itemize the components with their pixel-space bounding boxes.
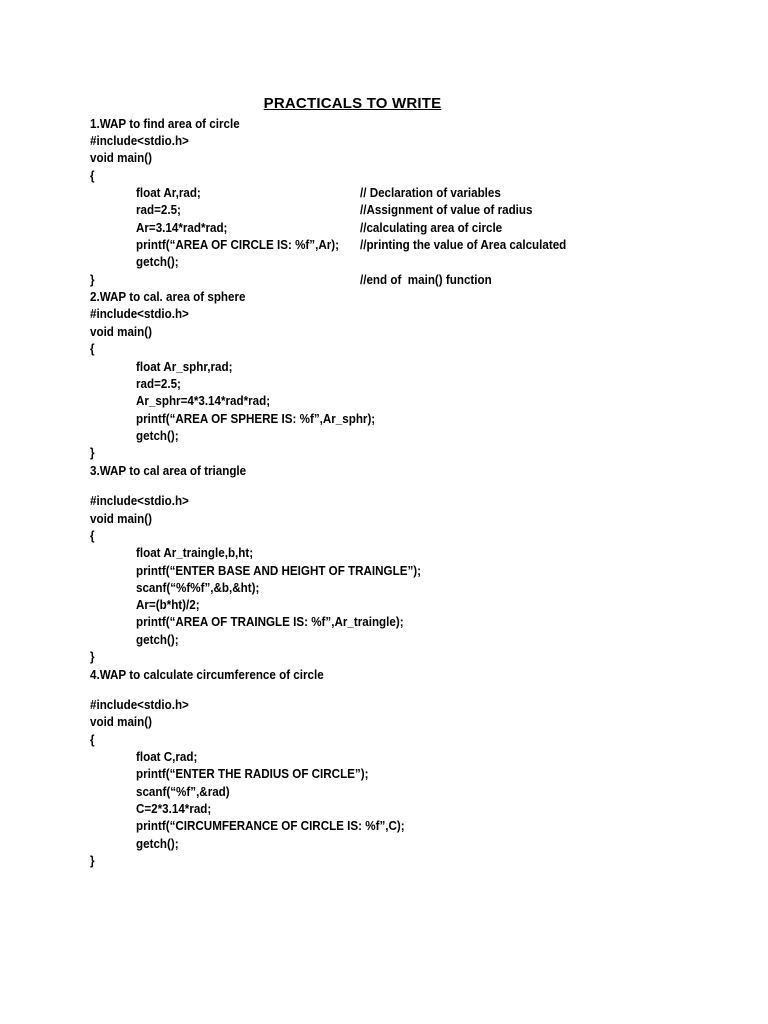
program-1-open-brace: { (90, 169, 95, 183)
program-2-heading: 2.WAP to cal. area of sphere (90, 290, 246, 304)
program-4-code-line: printf(“CIRCUMFERANCE OF CIRCLE IS: %f”,C); (136, 819, 405, 833)
program-2-include: #include<stdio.h> (90, 307, 189, 321)
program-4-open-brace: { (90, 733, 95, 747)
program-2-code-line: printf(“AREA OF SPHERE IS: %f”,Ar_sphr); (136, 412, 376, 426)
program-4-code-line: scanf(“%f”,&rad) (136, 785, 230, 799)
program-3-code-line: printf(“AREA OF TRAINGLE IS: %f”,Ar_traingle); (136, 615, 404, 629)
program-4-close-brace: } (90, 854, 95, 868)
program-1-comment: // Declaration of variables (360, 186, 501, 200)
program-1-code-line: Ar=3.14*rad*rad; (136, 221, 228, 235)
program-4-code-line: C=2*3.14*rad; (136, 802, 212, 816)
program-1-code-line: rad=2.5; (136, 203, 181, 217)
program-1-comment: //calculating area of circle (360, 221, 503, 235)
program-1-code-line: float Ar,rad; (136, 186, 201, 200)
program-3-include: #include<stdio.h> (90, 494, 189, 508)
program-3-code-line: float Ar_traingle,b,ht; (136, 546, 254, 560)
program-2-code-line: Ar_sphr=4*3.14*rad*rad; (136, 394, 271, 408)
program-3-code-line: printf(“ENTER BASE AND HEIGHT OF TRAINGLE”); (136, 564, 422, 578)
program-4-main: void main() (90, 715, 153, 729)
program-2-code-line: rad=2.5; (136, 377, 181, 391)
program-1-comment: //Assignment of value of radius (360, 203, 533, 217)
program-2-close-brace: } (90, 446, 95, 460)
page-title: PRACTICALS TO WRITE (263, 95, 442, 112)
program-1-heading: 1.WAP to find area of circle (90, 117, 240, 131)
program-1-comment: //printing the value of Area calculated (360, 238, 567, 252)
program-1-code-line: printf(“AREA OF CIRCLE IS: %f”,Ar); (136, 238, 340, 252)
program-4-heading: 4.WAP to calculate circumference of circle (90, 668, 324, 682)
program-3-main: void main() (90, 512, 153, 526)
program-1-comment: //end of main() function (360, 273, 492, 287)
program-3-code-line: Ar=(b*ht)/2; (136, 598, 200, 612)
program-2-main: void main() (90, 325, 153, 339)
program-1-include: #include<stdio.h> (90, 134, 189, 148)
program-3-open-brace: { (90, 529, 95, 543)
program-4-code-line: float C,rad; (136, 750, 198, 764)
program-2-open-brace: { (90, 342, 95, 356)
program-3-heading: 3.WAP to cal area of triangle (90, 464, 247, 478)
program-3-code-line: scanf(“%f%f”,&b,&ht); (136, 581, 260, 595)
program-1-close-brace: } (90, 273, 95, 287)
program-4-include: #include<stdio.h> (90, 698, 189, 712)
program-2-code-line: float Ar_sphr,rad; (136, 360, 233, 374)
program-2-code-line: getch(); (136, 429, 179, 443)
program-4-code-line: printf(“ENTER THE RADIUS OF CIRCLE”); (136, 767, 369, 781)
program-1-code-line: getch(); (136, 255, 179, 269)
program-1-main: void main() (90, 151, 153, 165)
program-3-code-line: getch(); (136, 633, 179, 647)
program-4-code-line: getch(); (136, 837, 179, 851)
program-3-close-brace: } (90, 650, 95, 664)
